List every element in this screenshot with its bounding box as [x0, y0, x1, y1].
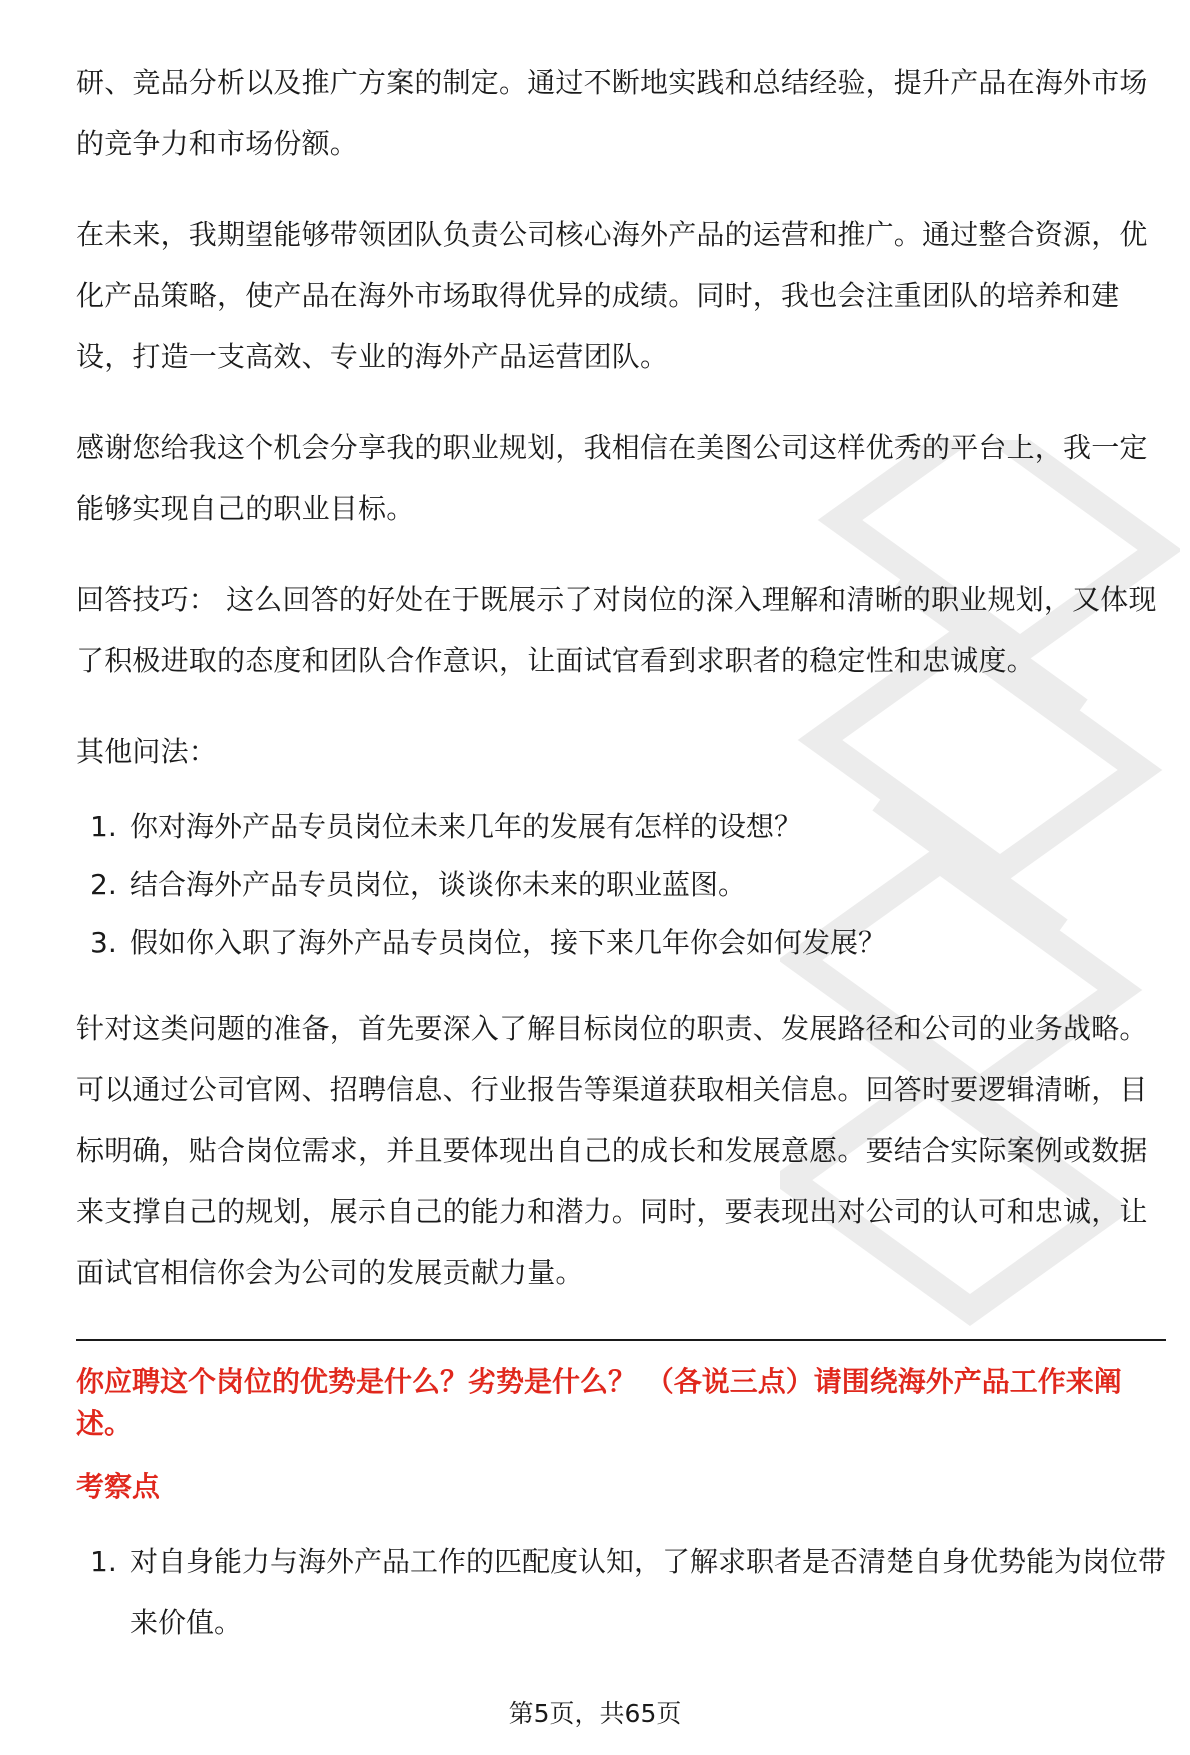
- other-questions-list: [76, 798, 1166, 972]
- list-item-number: 2.: [90, 868, 117, 901]
- list-item: [76, 1531, 1166, 1653]
- list-item: [76, 798, 1166, 856]
- assessment-points-list: [76, 1531, 1166, 1653]
- list-item-text: 对自身能力与海外产品工作的匹配度认知，了解求职者是否清楚自身优势能为岗位带来价值。: [130, 1545, 1167, 1639]
- section-divider: [76, 1339, 1166, 1341]
- question-title: 你应聘这个岗位的优势是什么？劣势是什么？ （各说三点）请围绕海外产品工作来阐述。: [76, 1365, 1122, 1440]
- list-item-number: 3.: [90, 926, 117, 959]
- list-item: [76, 856, 1166, 914]
- assessment-points-heading: 考察点: [76, 1470, 161, 1503]
- list-item-text: 你对海外产品专员岗位未来几年的发展有怎样的设想？: [130, 810, 803, 843]
- paragraph-other-questions-label: 其他问法：: [76, 735, 218, 768]
- document-page: [76, 52, 1166, 1653]
- list-item-number: 1.: [90, 1545, 117, 1578]
- list-item-number: 1.: [90, 810, 117, 843]
- paragraph-thanks: 感谢您给我这个机会分享我的职业规划，我相信在美图公司这样优秀的平台上，我一定能够实现自己的职业目标。: [76, 431, 1148, 525]
- list-item-text: 结合海外产品专员岗位，谈谈你未来的职业蓝图。: [130, 868, 747, 901]
- page-footer: 第5页，共65页: [508, 1699, 682, 1728]
- paragraph-answer-tips: 回答技巧： 这么回答的好处在于既展示了对岗位的深入理解和清晰的职业规划，又体现了积极进取的态度和团队合作意识，让面试官看到求职者的稳定性和忠诚度。: [76, 583, 1157, 677]
- list-item: [76, 914, 1166, 972]
- paragraph-future-goal: 在未来，我期望能够带领团队负责公司核心海外产品的运营和推广。通过整合资源，优化产品策略，使产品在海外市场取得优异的成绩。同时，我也会注重团队的培养和建设，打造一支高效、专业的海外产品运营团队。: [76, 218, 1148, 373]
- paragraph-preparation: 针对这类问题的准备，首先要深入了解目标岗位的职责、发展路径和公司的业务战略。可以通过公司官网、招聘信息、行业报告等渠道获取相关信息。回答时要逻辑清晰，目标明确，贴合岗位需求，并且要体现出自己的成长和发展意愿。要结合实际案例或数据来支撑自己的规划，展示自己的能力和潜力。同时，要表现出对公司的认可和忠诚，让面试官相信你会为公司的发展贡献力量。: [76, 1012, 1148, 1289]
- paragraph-career-plan-continued: 研、竞品分析以及推广方案的制定。通过不断地实践和总结经验，提升产品在海外市场的竞争力和市场份额。: [76, 66, 1148, 160]
- list-item-text: 假如你入职了海外产品专员岗位，接下来几年你会如何发展？: [130, 926, 887, 959]
